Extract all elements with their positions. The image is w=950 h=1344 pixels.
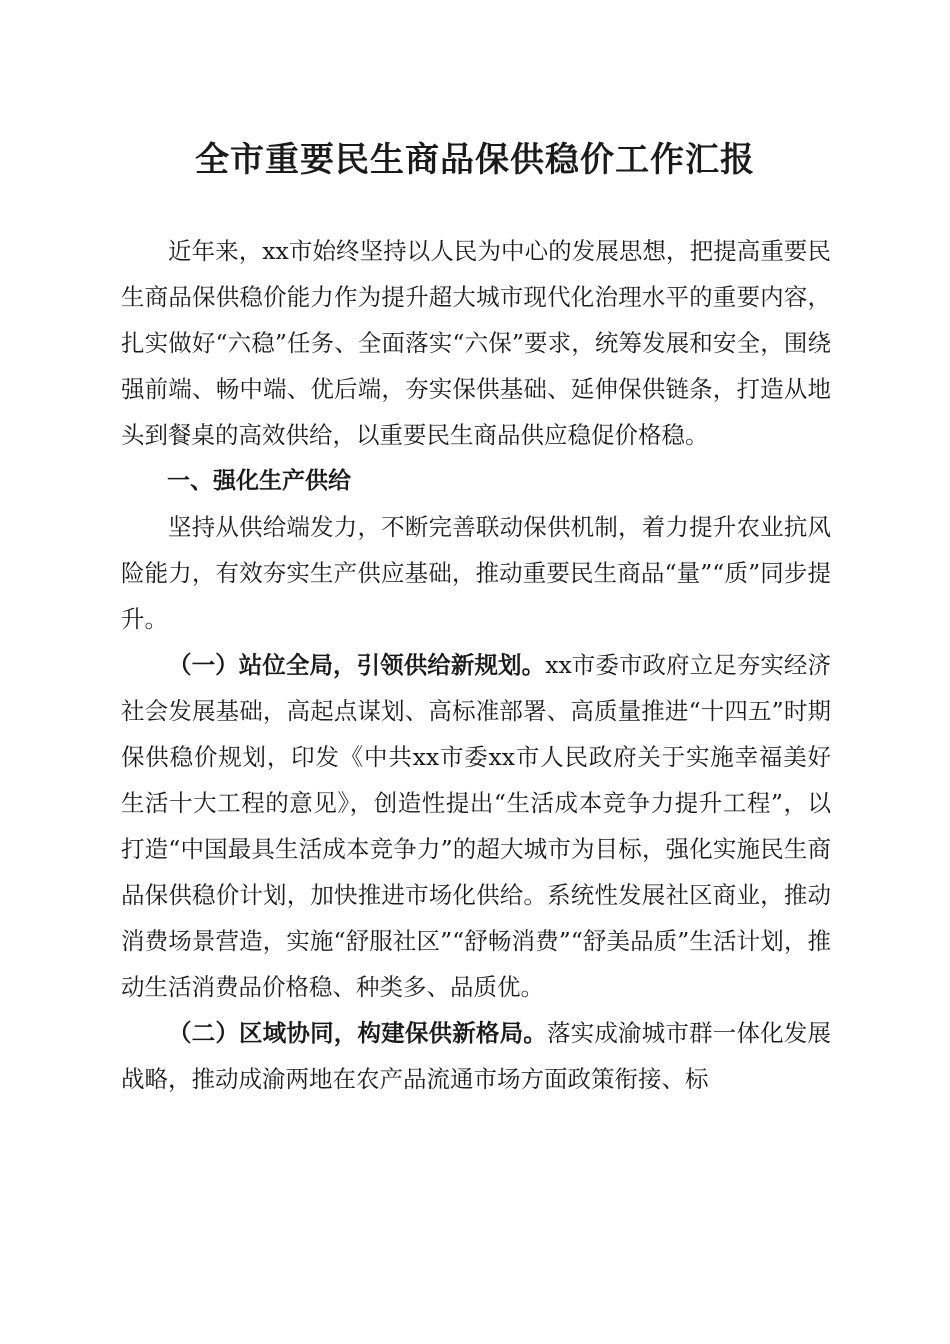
- document-title: 全市重要民生商品保供稳价工作汇报: [195, 140, 755, 180]
- document-body: [121, 228, 831, 1102]
- section-heading: 一、强化生产供给: [167, 468, 351, 494]
- item-2-lead: （二）区域协同，构建保供新格局。: [168, 1019, 547, 1047]
- item-1-paragraph: [121, 642, 831, 1010]
- intro-paragraph: 近年来，xx市始终坚持以人民为中心的发展思想，把提高重要民生商品保供稳价能力作为提升超大城市现代化治理水平的重要内容，扎实做好“六稳”任务、全面落实“六保”要求，统筹发展和安全，围绕强前端、畅中端、优后端，夯实保供基础、延伸保供链条，打造从地头到餐桌的高效供给，以重要民生商品供应稳促价格稳。: [121, 237, 831, 449]
- section-lead-paragraph: 坚持从供给端发力，不断完善联动保供机制，着力提升农业抗风险能力，有效夯实生产供应基础，推动重要民生商品“量”“质”同步提升。: [121, 513, 831, 633]
- item-1-lead: （一）站位全局，引领供给新规划。: [168, 651, 546, 679]
- item-2-paragraph: [121, 1010, 831, 1102]
- item-2-text: 落实成渝城市群一体化发展战略，推动成渝两地在农产品流通市场方面政策衔接、标: [121, 1019, 832, 1093]
- item-1-text: xx市委市政府立足夯实经济社会发展基础，高起点谋划、高标准部署、高质量推进“十四五”时期保供稳价规划，印发《中共xx市委xx市人民政府关于实施幸福美好生活十大工程的意见》，创造性提出“生活成本竞争力提升工程”，以打造“中国最具生活成本竞争力”的超大城市为目标，强化实施民生商品保供稳价计划，加快推进市场化供给。系统性发展社区商业，推动消费场景营造，实施“舒服社区”“舒畅消费”“舒美品质”生活计划，推动生活消费品价格稳、种类多、品质优。: [121, 651, 832, 1001]
